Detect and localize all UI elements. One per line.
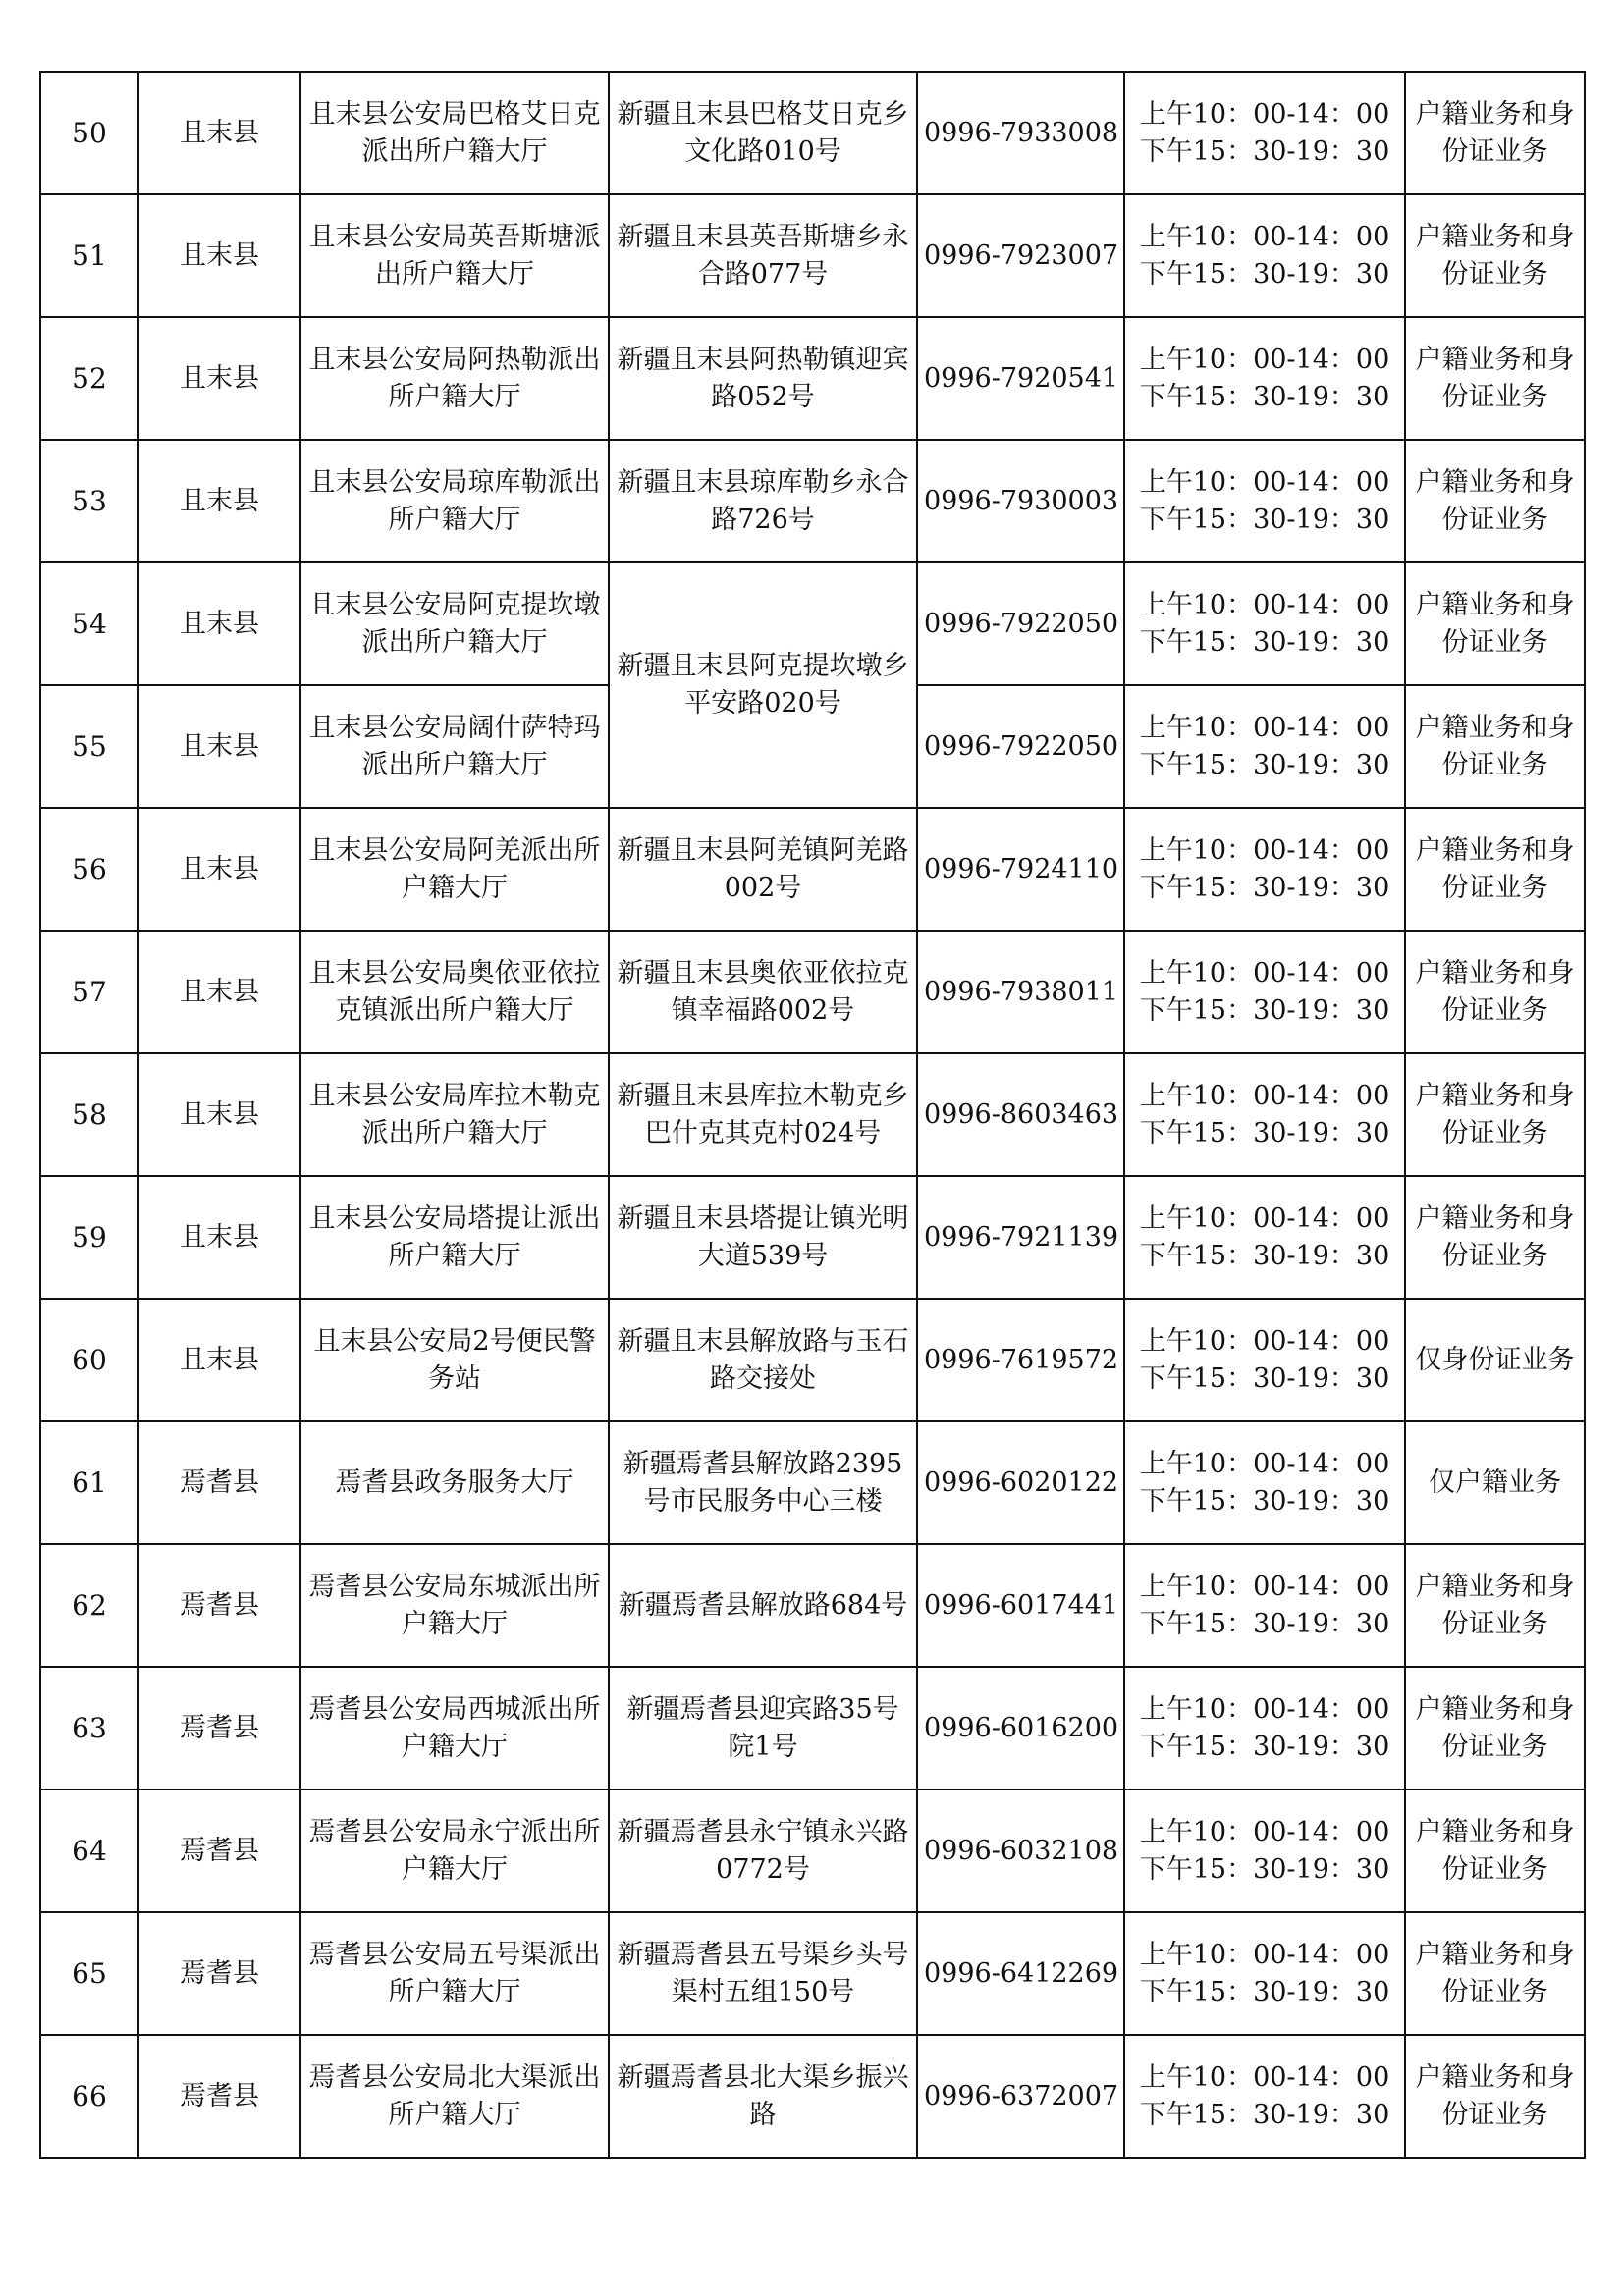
afternoon-hours: 下午15：30-19：30 [1139, 2099, 1390, 2130]
service-type-cell: 户籍业务和身份证业务 [1405, 931, 1585, 1053]
hours-cell [1124, 2035, 1405, 2158]
afternoon-hours: 下午15：30-19：30 [1139, 994, 1390, 1026]
afternoon-hours: 下午15：30-19：30 [1139, 872, 1390, 903]
phone-cell: 0996-7933008 [917, 72, 1124, 194]
service-type-cell: 户籍业务和身份证业务 [1405, 1176, 1585, 1299]
afternoon-hours: 下午15：30-19：30 [1139, 504, 1390, 535]
service-location-table [39, 71, 1586, 2159]
county-cell: 且末县 [138, 1299, 300, 1421]
row-number-cell: 59 [40, 1176, 138, 1299]
service-type-cell: 户籍业务和身份证业务 [1405, 1053, 1585, 1176]
county-cell: 且末县 [138, 931, 300, 1053]
row-number-cell: 53 [40, 440, 138, 562]
county-cell: 且末县 [138, 317, 300, 440]
address-cell: 新疆且末县阿克提坎墩乡平安路020号 [609, 562, 917, 808]
morning-hours: 上午10：00-14：00 [1139, 1202, 1390, 1234]
service-type-cell: 户籍业务和身份证业务 [1405, 1789, 1585, 1912]
county-cell: 且末县 [138, 1176, 300, 1299]
office-name-cell: 且末县公安局琼库勒派出所户籍大厅 [300, 440, 609, 562]
row-number-cell: 51 [40, 194, 138, 317]
hours-cell [1124, 1789, 1405, 1912]
morning-hours: 上午10：00-14：00 [1139, 221, 1390, 252]
address-cell: 新疆焉耆县永宁镇永兴路0772号 [609, 1789, 917, 1912]
phone-cell: 0996-7923007 [917, 194, 1124, 317]
office-name-cell: 焉耆县公安局西城派出所户籍大厅 [300, 1667, 609, 1789]
phone-cell: 0996-7924110 [917, 808, 1124, 931]
county-cell: 且末县 [138, 685, 300, 808]
hours-cell [1124, 1667, 1405, 1789]
row-number-cell: 61 [40, 1421, 138, 1544]
service-type-cell: 户籍业务和身份证业务 [1405, 2035, 1585, 2158]
table-row [40, 1667, 1585, 1789]
hours-cell [1124, 194, 1405, 317]
service-type-cell: 户籍业务和身份证业务 [1405, 1912, 1585, 2035]
phone-cell: 0996-8603463 [917, 1053, 1124, 1176]
hours-cell [1124, 317, 1405, 440]
afternoon-hours: 下午15：30-19：30 [1139, 381, 1390, 412]
address-cell: 新疆焉耆县五号渠乡头号渠村五组150号 [609, 1912, 917, 2035]
county-cell: 焉耆县 [138, 1544, 300, 1667]
table-row [40, 317, 1585, 440]
phone-cell: 0996-7921139 [917, 1176, 1124, 1299]
office-name-cell: 且末县公安局阿克提坎墩派出所户籍大厅 [300, 562, 609, 685]
table-row [40, 440, 1585, 562]
address-cell: 新疆且末县阿羌镇阿羌路002号 [609, 808, 917, 931]
table-row [40, 931, 1585, 1053]
service-type-cell: 户籍业务和身份证业务 [1405, 562, 1585, 685]
morning-hours: 上午10：00-14：00 [1139, 2061, 1390, 2093]
address-cell: 新疆且末县解放路与玉石路交接处 [609, 1299, 917, 1421]
row-number-cell: 62 [40, 1544, 138, 1667]
phone-cell: 0996-6032108 [917, 1789, 1124, 1912]
address-cell: 新疆且末县巴格艾日克乡文化路010号 [609, 72, 917, 194]
morning-hours: 上午10：00-14：00 [1139, 1939, 1390, 1970]
county-cell: 且末县 [138, 72, 300, 194]
afternoon-hours: 下午15：30-19：30 [1139, 258, 1390, 290]
service-type-cell: 仅户籍业务 [1405, 1421, 1585, 1544]
office-name-cell: 且末县公安局库拉木勒克派出所户籍大厅 [300, 1053, 609, 1176]
address-cell: 新疆焉耆县解放路684号 [609, 1544, 917, 1667]
office-name-cell: 焉耆县公安局永宁派出所户籍大厅 [300, 1789, 609, 1912]
address-cell: 新疆且末县英吾斯塘乡永合路077号 [609, 194, 917, 317]
morning-hours: 上午10：00-14：00 [1139, 589, 1390, 620]
county-cell: 焉耆县 [138, 1912, 300, 2035]
county-cell: 且末县 [138, 562, 300, 685]
table-row [40, 808, 1585, 931]
phone-cell: 0996-6020122 [917, 1421, 1124, 1544]
hours-cell [1124, 808, 1405, 931]
service-type-cell: 户籍业务和身份证业务 [1405, 685, 1585, 808]
service-type-cell: 户籍业务和身份证业务 [1405, 440, 1585, 562]
hours-cell [1124, 1299, 1405, 1421]
service-type-cell: 户籍业务和身份证业务 [1405, 1667, 1585, 1789]
row-number-cell: 55 [40, 685, 138, 808]
office-name-cell: 焉耆县公安局五号渠派出所户籍大厅 [300, 1912, 609, 2035]
afternoon-hours: 下午15：30-19：30 [1139, 749, 1390, 780]
table-row [40, 2035, 1585, 2158]
office-name-cell: 焉耆县公安局东城派出所户籍大厅 [300, 1544, 609, 1667]
table-row [40, 1299, 1585, 1421]
county-cell: 焉耆县 [138, 2035, 300, 2158]
address-cell: 新疆且末县塔提让镇光明大道539号 [609, 1176, 917, 1299]
office-name-cell: 且末县公安局塔提让派出所户籍大厅 [300, 1176, 609, 1299]
hours-cell [1124, 562, 1405, 685]
row-number-cell: 65 [40, 1912, 138, 2035]
address-cell: 新疆且末县琼库勒乡永合路726号 [609, 440, 917, 562]
county-cell: 且末县 [138, 194, 300, 317]
service-type-cell: 户籍业务和身份证业务 [1405, 1544, 1585, 1667]
service-type-cell: 户籍业务和身份证业务 [1405, 808, 1585, 931]
morning-hours: 上午10：00-14：00 [1139, 344, 1390, 375]
county-cell: 且末县 [138, 1053, 300, 1176]
phone-cell: 0996-7922050 [917, 562, 1124, 685]
table-body [40, 72, 1585, 2158]
phone-cell: 0996-6016200 [917, 1667, 1124, 1789]
address-cell: 新疆焉耆县迎宾路35号院1号 [609, 1667, 917, 1789]
table-row [40, 1912, 1585, 2035]
row-number-cell: 57 [40, 931, 138, 1053]
afternoon-hours: 下午15：30-19：30 [1139, 135, 1390, 167]
county-cell: 焉耆县 [138, 1421, 300, 1544]
office-name-cell: 且末县公安局阿羌派出所户籍大厅 [300, 808, 609, 931]
county-cell: 且末县 [138, 440, 300, 562]
county-cell: 焉耆县 [138, 1667, 300, 1789]
address-cell: 新疆且末县阿热勒镇迎宾路052号 [609, 317, 917, 440]
morning-hours: 上午10：00-14：00 [1139, 957, 1390, 988]
phone-cell: 0996-7920541 [917, 317, 1124, 440]
afternoon-hours: 下午15：30-19：30 [1139, 1608, 1390, 1639]
morning-hours: 上午10：00-14：00 [1139, 834, 1390, 866]
table-row [40, 562, 1585, 685]
morning-hours: 上午10：00-14：00 [1139, 1693, 1390, 1725]
row-number-cell: 52 [40, 317, 138, 440]
table-row [40, 1789, 1585, 1912]
afternoon-hours: 下午15：30-19：30 [1139, 1853, 1390, 1885]
table-row [40, 1544, 1585, 1667]
row-number-cell: 63 [40, 1667, 138, 1789]
office-name-cell: 焉耆县政务服务大厅 [300, 1421, 609, 1544]
phone-cell: 0996-6017441 [917, 1544, 1124, 1667]
hours-cell [1124, 931, 1405, 1053]
afternoon-hours: 下午15：30-19：30 [1139, 626, 1390, 658]
address-cell: 新疆且末县奥依亚依拉克镇幸福路002号 [609, 931, 917, 1053]
table-row [40, 1053, 1585, 1176]
afternoon-hours: 下午15：30-19：30 [1139, 1731, 1390, 1762]
service-type-cell: 户籍业务和身份证业务 [1405, 194, 1585, 317]
morning-hours: 上午10：00-14：00 [1139, 98, 1390, 130]
phone-cell: 0996-6412269 [917, 1912, 1124, 2035]
office-name-cell: 焉耆县公安局北大渠派出所户籍大厅 [300, 2035, 609, 2158]
row-number-cell: 60 [40, 1299, 138, 1421]
county-cell: 且末县 [138, 808, 300, 931]
office-name-cell: 且末县公安局2号便民警务站 [300, 1299, 609, 1421]
afternoon-hours: 下午15：30-19：30 [1139, 1976, 1390, 2007]
service-type-cell: 仅身份证业务 [1405, 1299, 1585, 1421]
service-type-cell: 户籍业务和身份证业务 [1405, 317, 1585, 440]
address-cell: 新疆且末县库拉木勒克乡巴什克其克村024号 [609, 1053, 917, 1176]
morning-hours: 上午10：00-14：00 [1139, 1325, 1390, 1357]
morning-hours: 上午10：00-14：00 [1139, 1571, 1390, 1602]
phone-cell: 0996-6372007 [917, 2035, 1124, 2158]
phone-cell: 0996-7619572 [917, 1299, 1124, 1421]
phone-cell: 0996-7930003 [917, 440, 1124, 562]
address-cell: 新疆焉耆县解放路2395号市民服务中心三楼 [609, 1421, 917, 1544]
table-row [40, 72, 1585, 194]
table-row [40, 194, 1585, 317]
row-number-cell: 50 [40, 72, 138, 194]
hours-cell [1124, 1544, 1405, 1667]
row-number-cell: 54 [40, 562, 138, 685]
hours-cell [1124, 440, 1405, 562]
hours-cell [1124, 1176, 1405, 1299]
office-name-cell: 且末县公安局阿热勒派出所户籍大厅 [300, 317, 609, 440]
phone-cell: 0996-7938011 [917, 931, 1124, 1053]
hours-cell [1124, 1912, 1405, 2035]
hours-cell [1124, 72, 1405, 194]
morning-hours: 上午10：00-14：00 [1139, 1080, 1390, 1111]
table-row [40, 1176, 1585, 1299]
table-row [40, 1421, 1585, 1544]
row-number-cell: 58 [40, 1053, 138, 1176]
phone-cell: 0996-7922050 [917, 685, 1124, 808]
hours-cell [1124, 685, 1405, 808]
hours-cell [1124, 1421, 1405, 1544]
office-name-cell: 且末县公安局阔什萨特玛派出所户籍大厅 [300, 685, 609, 808]
morning-hours: 上午10：00-14：00 [1139, 466, 1390, 498]
morning-hours: 上午10：00-14：00 [1139, 1816, 1390, 1847]
afternoon-hours: 下午15：30-19：30 [1139, 1485, 1390, 1517]
service-type-cell: 户籍业务和身份证业务 [1405, 72, 1585, 194]
row-number-cell: 64 [40, 1789, 138, 1912]
afternoon-hours: 下午15：30-19：30 [1139, 1240, 1390, 1271]
morning-hours: 上午10：00-14：00 [1139, 712, 1390, 743]
office-name-cell: 且末县公安局巴格艾日克派出所户籍大厅 [300, 72, 609, 194]
afternoon-hours: 下午15：30-19：30 [1139, 1362, 1390, 1394]
office-name-cell: 且末县公安局英吾斯塘派出所户籍大厅 [300, 194, 609, 317]
afternoon-hours: 下午15：30-19：30 [1139, 1117, 1390, 1148]
hours-cell [1124, 1053, 1405, 1176]
row-number-cell: 56 [40, 808, 138, 931]
office-name-cell: 且末县公安局奥依亚依拉克镇派出所户籍大厅 [300, 931, 609, 1053]
morning-hours: 上午10：00-14：00 [1139, 1448, 1390, 1479]
row-number-cell: 66 [40, 2035, 138, 2158]
address-cell: 新疆焉耆县北大渠乡振兴路 [609, 2035, 917, 2158]
county-cell: 焉耆县 [138, 1789, 300, 1912]
